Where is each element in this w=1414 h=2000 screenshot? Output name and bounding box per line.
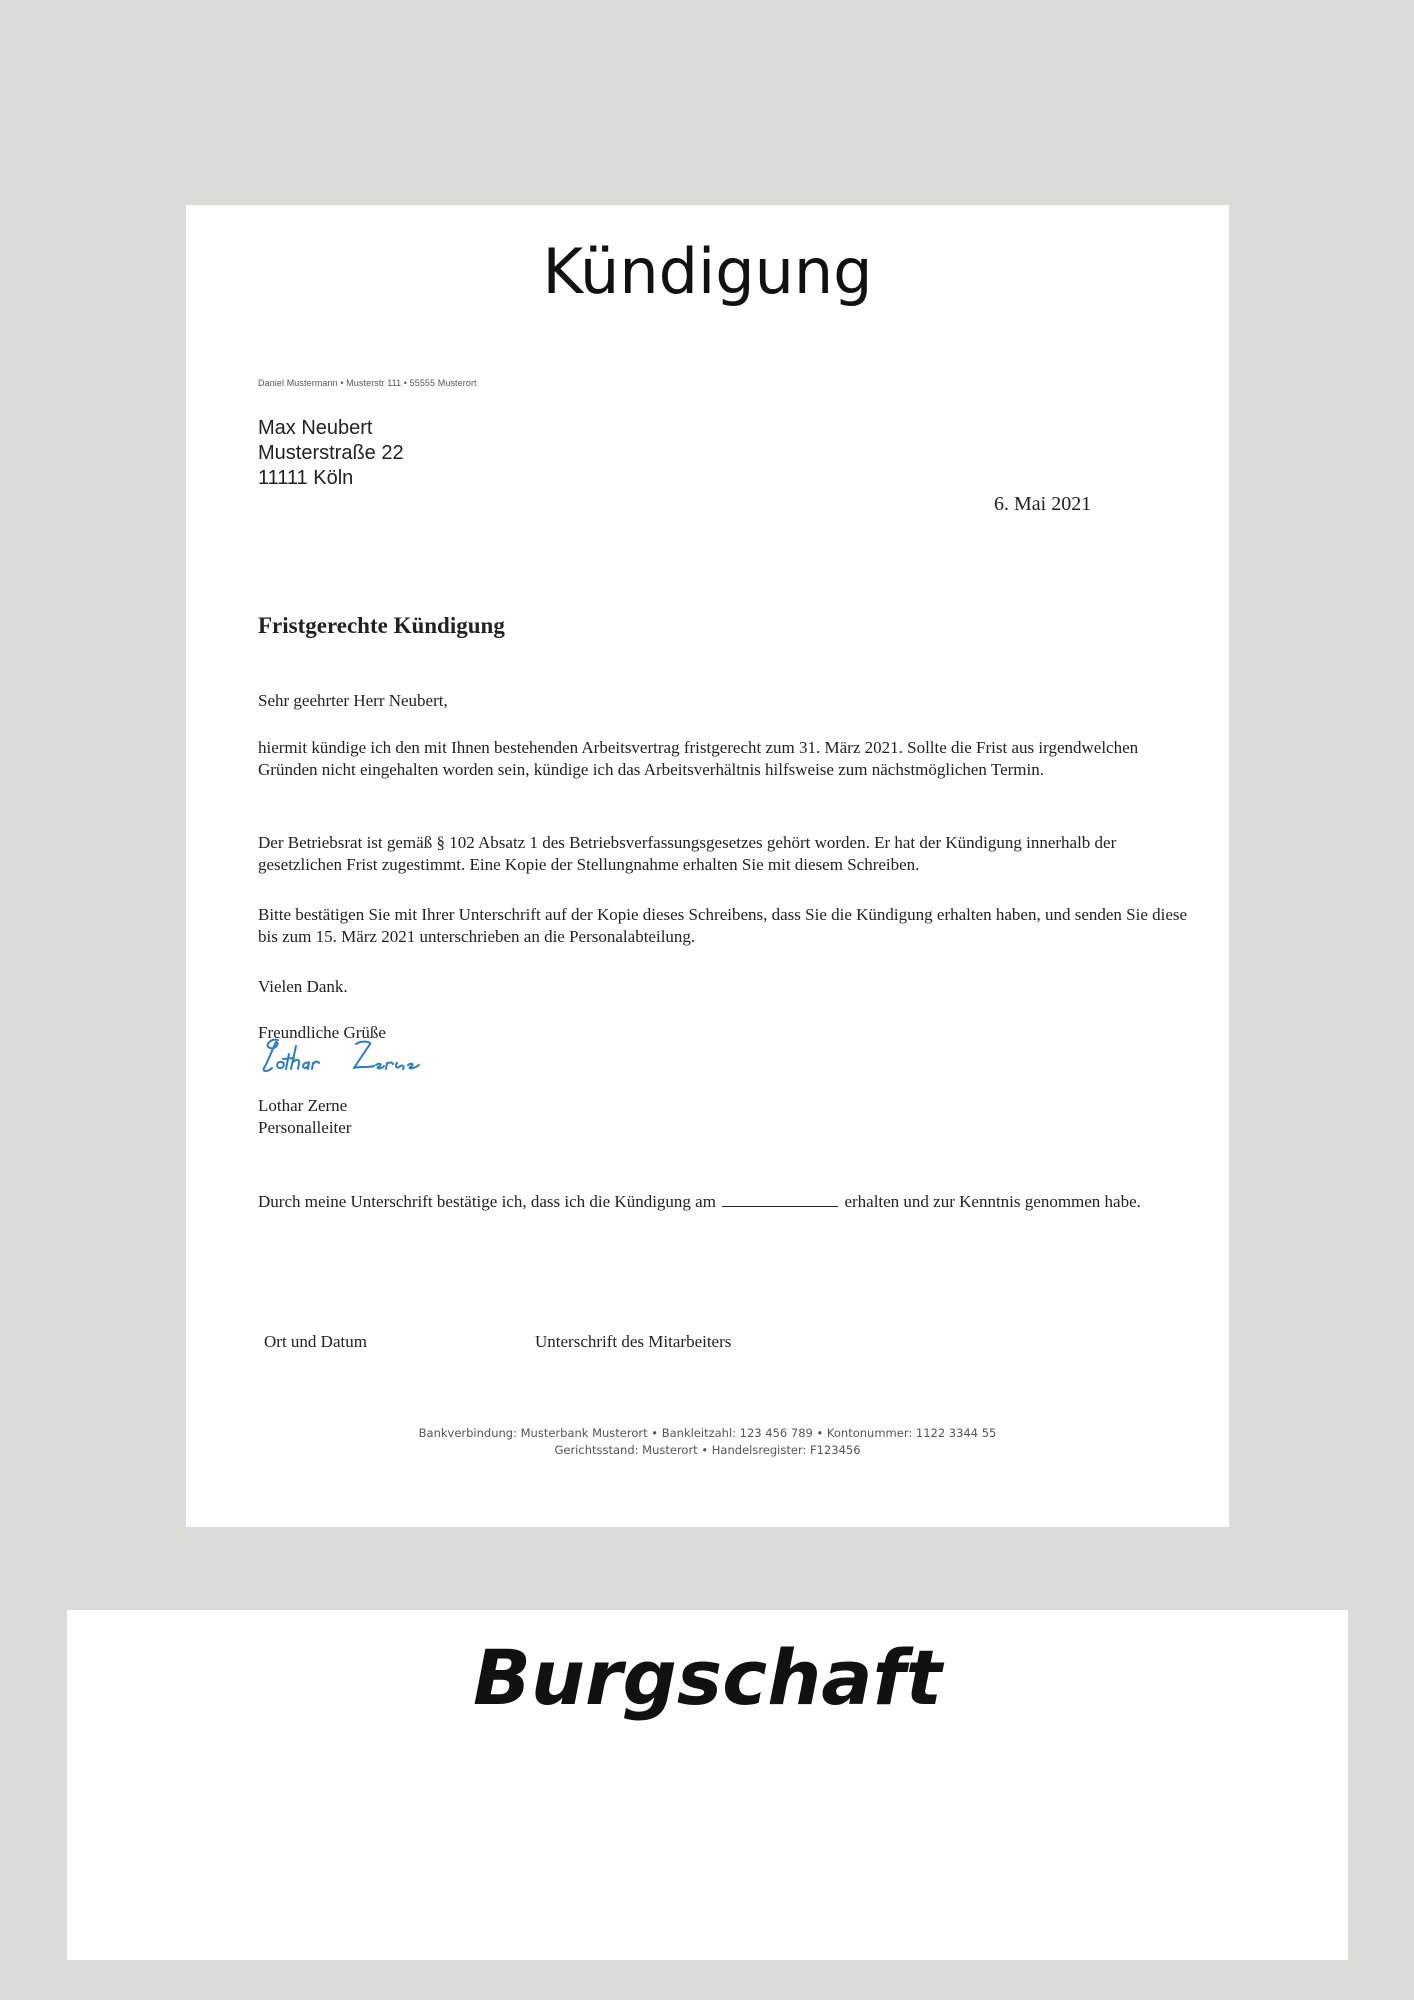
- signature-image: [256, 1032, 446, 1082]
- body-paragraph-1: hiermit kündige ich den mit Ihnen bestehenden Arbeitsvertrag fristgerecht zum 31. März 2021. Sollte die Frist aus irgendwelchen Gründen nicht eingehalten worden sein, kündige ich das Arbeitsverhältnis hilfsweise zum nächstmöglichen Termin.: [258, 738, 1139, 779]
- body-paragraph-3: Bitte bestätigen Sie mit Ihrer Unterschrift auf der Kopie dieses Schreibens, dass Sie die Kündigung erhalten haben, und senden Sie diese bis zum 15. März 2021 unterschrieben an die Personalabteilung.: [258, 905, 1188, 946]
- recipient-street: Musterstraße 22: [258, 442, 404, 464]
- confirmation-text-start: Durch meine Unterschrift bestätige ich, dass ich die Kündigung am: [258, 1192, 716, 1211]
- salutation: Sehr geehrter Herr Neubert,: [258, 691, 448, 710]
- letter-card: [186, 205, 1229, 1527]
- footer-court-line: Gerichtsstand: Musterort • Handelsregister: F123456: [554, 1443, 861, 1457]
- letter-footer: [186, 1425, 1229, 1459]
- bottom-card-title: Burgschaft: [473, 1633, 942, 1722]
- signer-role: Personalleiter: [258, 1118, 352, 1137]
- letter-date: 6. Mai 2021: [994, 493, 1092, 515]
- employee-signature-label: Unterschrift des Mitarbeiters: [535, 1332, 732, 1351]
- body-paragraph-2: Der Betriebsrat ist gemäß § 102 Absatz 1 des Betriebsverfassungsgesetzes gehört worden. Er hat der Kündigung innerhalb der gesetzlichen Frist zugestimmt. Eine Kopie der Stellungnahme erhalten Sie mit diesem Schreiben.: [258, 833, 1117, 874]
- date-blank-line: [722, 1192, 838, 1207]
- recipient-address: [258, 416, 404, 491]
- bottom-card: [67, 1610, 1348, 1960]
- place-date-label: Ort und Datum: [264, 1332, 367, 1351]
- signer-name: Lothar Zerne: [258, 1096, 348, 1115]
- confirmation-statement: [258, 1191, 1188, 1213]
- closing-line: Freundliche Grüße: [258, 1023, 386, 1042]
- letter-subject: Fristgerechte Kündigung: [258, 613, 505, 638]
- footer-bank-line: Bankverbindung: Musterbank Musterort • Bankleitzahl: 123 456 789 • Kontonummer: 1122 3344 55: [418, 1426, 997, 1440]
- confirmation-text-end: erhalten und zur Kenntnis genommen habe.: [844, 1192, 1141, 1211]
- sender-line: Daniel Mustermann • Musterstr 111 • 55555 Musterort: [258, 378, 477, 388]
- handwritten-signature: [256, 1032, 446, 1082]
- signer-block: [258, 1095, 1188, 1139]
- recipient-name: Max Neubert: [258, 417, 373, 439]
- card-title: Kündigung: [542, 235, 873, 308]
- thanks-line: Vielen Dank.: [258, 977, 348, 996]
- recipient-city: 11111 Köln: [258, 467, 354, 489]
